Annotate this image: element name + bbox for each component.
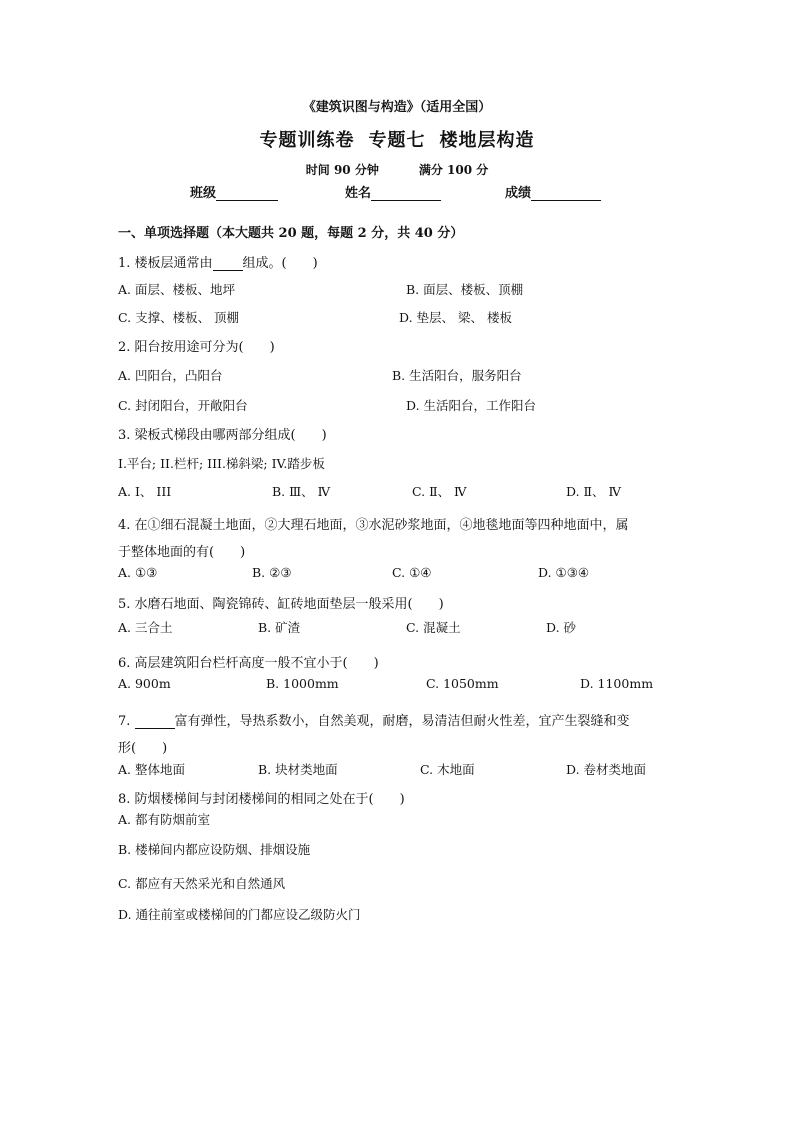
q7-option-d: D. 卷材类地面 (566, 762, 647, 777)
question-5: 5. 水磨石地面、陶瓷锦砖、缸砖地面垫层一般采用( ) (118, 597, 444, 612)
full-score: 满分 100 分 (418, 163, 489, 177)
q5-option-d: D. 砂 (546, 620, 577, 635)
question-8: 8. 防烟楼梯间与封闭楼梯间的相同之处在于( ) (118, 792, 405, 807)
time-limit: 时间 90 分钟 (305, 163, 379, 177)
q3-option-d: D. Ⅱ、 Ⅳ (566, 484, 621, 499)
question-7-line1 (118, 710, 630, 729)
question-1-stem-b: 组成。( ) (242, 256, 318, 271)
section-title: 一、单项选择题（本大题共 20 题，每题 2 分，共 40 分） (118, 226, 464, 241)
grade-label: 成绩 (505, 186, 532, 201)
q5-option-a: A. 三合土 (118, 620, 173, 635)
q2-option-c: C. 封闭阳台，开敞阳台 (118, 398, 248, 413)
question-6: 6. 高层建筑阳台栏杆高度一般不宜小于( ) (118, 656, 379, 671)
title-part1: 专题训练卷 (259, 130, 355, 151)
title-part3: 楼地层构造 (439, 130, 535, 151)
class-field (190, 182, 278, 201)
q8-option-d: D. 通往前室或楼梯间的门都应设乙级防火门 (118, 907, 361, 922)
q1-option-c: C. 支撑、楼板、 顶棚 (118, 310, 240, 325)
exam-title (0, 126, 794, 152)
name-label: 姓名 (345, 186, 372, 201)
exam-subtitle: 《建筑识图与构造》（适用全国） (302, 100, 492, 115)
q1-option-b: B. 面层、楼板、顶棚 (406, 282, 524, 297)
name-blank (371, 186, 441, 201)
grade-blank (531, 186, 601, 201)
q5-option-b: B. 矿渣 (258, 620, 301, 635)
question-2: 2. 阳台按用途可分为( ) (118, 340, 275, 355)
question-7-number: 7. (118, 714, 131, 729)
q4-option-d: D. ①③④ (538, 565, 590, 580)
q6-option-d: D. 1100mm (580, 676, 654, 691)
question-7-line2: 形( ) (118, 741, 168, 756)
q7-option-b: B. 块材类地面 (258, 762, 338, 777)
exam-meta (0, 161, 794, 178)
q4-option-c: C. ①④ (392, 565, 432, 580)
q2-option-b: B. 生活阳台，服务阳台 (392, 368, 522, 383)
name-field (345, 182, 441, 201)
q7-option-c: C. 木地面 (420, 762, 475, 777)
q6-option-a: A. 900m (118, 676, 171, 691)
q4-option-a: A. ①③ (118, 565, 158, 580)
question-1-blank (213, 257, 243, 271)
q1-option-a: A. 面层、楼板、地坪 (118, 282, 235, 297)
q5-option-c: C. 混凝土 (406, 620, 461, 635)
question-4-line1: 4. 在①细石混凝土地面，②大理石地面，③水泥砂浆地面，④地毯地面等四种地面中，属 (118, 518, 629, 533)
title-part2: 专题七 (368, 130, 426, 151)
q8-option-b: B. 楼梯间内都应设防烟、排烟设施 (118, 842, 311, 857)
q6-option-b: B. 1000mm (266, 676, 339, 691)
q3-option-a: A. I、 III (118, 484, 172, 499)
class-blank (216, 186, 278, 201)
q2-option-d: D. 生活阳台，工作阳台 (406, 398, 537, 413)
question-7-stem: 富有弹性，导热系数小，自然美观，耐磨，易清洁但耐火性差，宜产生裂缝和变 (174, 714, 630, 729)
class-label: 班级 (190, 186, 217, 201)
q1-option-d: D. 垫层、 梁、 楼板 (399, 310, 512, 325)
question-4-line2: 于整体地面的有( ) (118, 545, 246, 560)
question-1-stem-a: 1. 楼板层通常由 (118, 256, 213, 271)
question-1 (118, 252, 318, 271)
question-3: 3. 梁板式梯段由哪两部分组成( ) (118, 428, 327, 443)
q8-option-c: C. 都应有天然采光和自然通风 (118, 876, 286, 891)
grade-field (505, 182, 601, 201)
question-3-note: I.平台; II.栏杆; III.梯斜梁; IV.踏步板 (118, 456, 325, 471)
q3-option-c: C. Ⅱ、 Ⅳ (412, 484, 467, 499)
question-7-blank (135, 715, 175, 729)
q7-option-a: A. 整体地面 (118, 762, 185, 777)
q8-option-a: A. 都有防烟前室 (118, 812, 210, 827)
q3-option-b: B. Ⅲ、 Ⅳ (272, 484, 331, 499)
q6-option-c: C. 1050mm (426, 676, 499, 691)
q4-option-b: B. ②③ (252, 565, 292, 580)
q2-option-a: A. 凹阳台，凸阳台 (118, 368, 223, 383)
